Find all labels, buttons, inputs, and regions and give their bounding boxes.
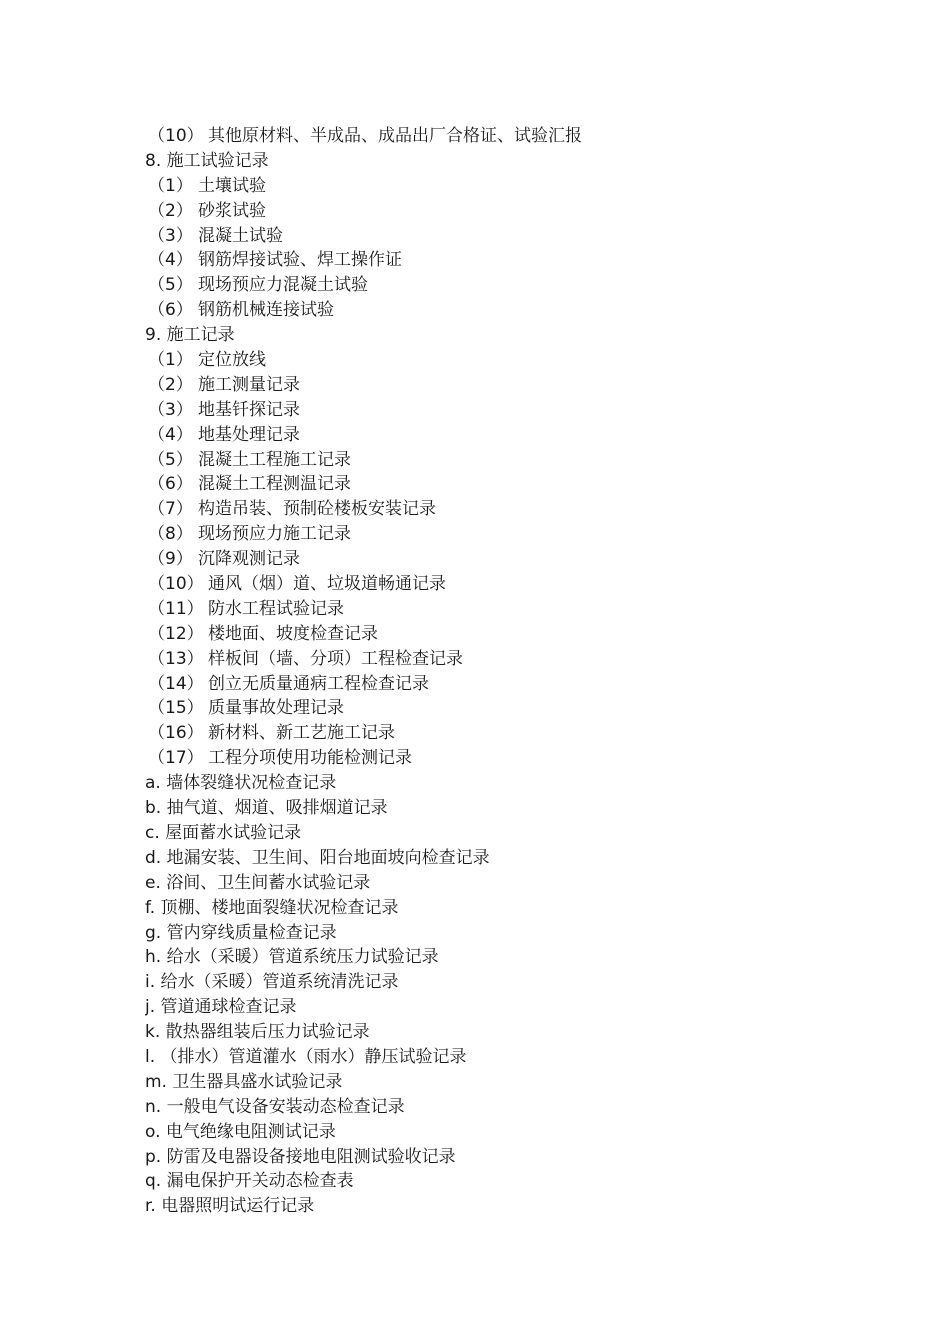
item-text: 样板间（墙、分项）工程检查记录 [208, 648, 463, 669]
item-text: b. 抽气道、烟道、吸排烟道记录 [145, 798, 388, 819]
item-text: 钢筋焊接试验、焊工操作证 [198, 250, 402, 271]
section-heading [145, 1120, 845, 1145]
section-heading [145, 896, 845, 921]
item-text: 构造吊装、预制砼楼板安装记录 [198, 499, 436, 520]
item-number: （2） [148, 200, 193, 221]
section-heading [145, 1194, 845, 1219]
section-heading [145, 149, 845, 174]
item-text: k. 散热器组装后压力试验记录 [145, 1022, 370, 1043]
item-text: 施工测量记录 [198, 374, 300, 395]
list-item [145, 373, 845, 398]
item-text: j. 管道通球检查记录 [145, 997, 297, 1018]
item-text: g. 管内穿线质量检查记录 [145, 922, 337, 943]
item-number: （4） [148, 424, 193, 445]
list-item [145, 248, 845, 273]
item-number: （7） [148, 499, 193, 520]
item-text: d. 地漏安装、卫生间、阳台地面坡向检查记录 [145, 847, 490, 868]
item-number: （3） [148, 225, 193, 246]
section-heading [145, 821, 845, 846]
list-item [145, 472, 845, 497]
list-item [145, 572, 845, 597]
item-text: 现场预应力混凝土试验 [198, 275, 368, 296]
item-text: f. 顶棚、楼地面裂缝状况检查记录 [145, 897, 399, 918]
list-item [145, 398, 845, 423]
item-text: 钢筋机械连接试验 [198, 300, 334, 321]
section-heading [145, 1070, 845, 1095]
item-number: （10） [148, 126, 204, 146]
item-text: 楼地面、坡度检查记录 [208, 623, 378, 644]
section-heading [145, 1095, 845, 1120]
section-heading [145, 970, 845, 995]
item-number: （6） [148, 474, 193, 495]
section-heading [145, 323, 845, 348]
list-item [145, 174, 845, 199]
section-heading [145, 796, 845, 821]
item-number: （1） [148, 350, 193, 371]
list-item [145, 273, 845, 298]
item-number: （5） [148, 275, 193, 296]
item-text: q. 漏电保护开关动态检查表 [145, 1171, 354, 1192]
list-item [145, 224, 845, 249]
list-item [145, 597, 845, 622]
item-text: 地基处理记录 [198, 424, 300, 445]
section-heading [145, 1045, 845, 1070]
item-text: 混凝土工程测温记录 [198, 474, 351, 495]
item-text: e. 浴间、卫生间蓄水试验记录 [145, 872, 371, 893]
record-list [145, 124, 845, 1219]
list-item [145, 721, 845, 746]
item-number: （8） [148, 524, 193, 545]
list-item [145, 672, 845, 697]
list-item [145, 423, 845, 448]
item-text: 8. 施工试验记录 [145, 150, 269, 171]
section-heading [145, 871, 845, 896]
item-text: 防水工程试验记录 [208, 598, 344, 619]
section-heading [145, 771, 845, 796]
item-number: （14） [148, 673, 204, 694]
list-item [145, 547, 845, 572]
item-text: o. 电气绝缘电阻测试记录 [145, 1121, 336, 1142]
list-item [145, 522, 845, 547]
item-text: 现场预应力施工记录 [198, 524, 351, 545]
list-item [145, 497, 845, 522]
item-number: （15） [148, 698, 204, 719]
item-number: （13） [148, 648, 204, 669]
item-text: 其他原材料、半成品、成品出厂合格证、试验汇报 [208, 126, 582, 146]
item-text: m. 卫生器具盛水试验记录 [145, 1071, 343, 1092]
item-text: i. 给水（采暖）管道系统清洗记录 [145, 972, 399, 993]
item-text: 土壤试验 [198, 175, 266, 196]
item-text: 混凝土试验 [198, 225, 283, 246]
section-heading [145, 846, 845, 871]
item-number: （11） [148, 598, 204, 619]
item-text: p. 防雷及电器设备接地电阻测试验收记录 [145, 1146, 456, 1167]
section-heading [145, 921, 845, 946]
section-heading [145, 1145, 845, 1170]
item-number: （12） [148, 623, 204, 644]
item-text: 创立无质量通病工程检查记录 [208, 673, 429, 694]
item-text: h. 给水（采暖）管道系统压力试验记录 [145, 947, 439, 968]
item-number: （6） [148, 300, 193, 321]
list-item [145, 199, 845, 224]
item-text: l. （排水）管道灌水（雨水）静压试验记录 [145, 1046, 467, 1067]
item-number: （3） [148, 399, 193, 420]
item-text: c. 屋面蓄水试验记录 [145, 822, 302, 843]
list-item [145, 622, 845, 647]
item-text: a. 墙体裂缝状况检查记录 [145, 773, 337, 794]
item-text: 9. 施工记录 [145, 325, 235, 346]
item-number: （16） [148, 723, 204, 744]
item-text: 新材料、新工艺施工记录 [208, 723, 395, 744]
item-text: 沉降观测记录 [198, 549, 300, 570]
item-text: 通风（烟）道、垃圾道畅通记录 [208, 574, 446, 595]
item-text: 混凝土工程施工记录 [198, 449, 351, 470]
list-item [145, 647, 845, 672]
list-item [145, 448, 845, 473]
list-item [145, 696, 845, 721]
item-number: （10） [148, 574, 204, 595]
list-item [145, 746, 845, 771]
item-text: 定位放线 [198, 350, 266, 371]
item-text: r. 电器照明试运行记录 [145, 1196, 315, 1217]
item-number: （9） [148, 549, 193, 570]
item-text: 工程分项使用功能检测记录 [208, 748, 412, 769]
section-heading [145, 945, 845, 970]
section-heading [145, 1169, 845, 1194]
list-item [145, 124, 845, 149]
item-text: 砂浆试验 [198, 200, 266, 221]
item-number: （5） [148, 449, 193, 470]
item-text: 质量事故处理记录 [208, 698, 344, 719]
item-number: （4） [148, 250, 193, 271]
section-heading [145, 1020, 845, 1045]
item-number: （17） [148, 748, 204, 769]
list-item [145, 298, 845, 323]
item-number: （2） [148, 374, 193, 395]
section-heading [145, 995, 845, 1020]
item-number: （1） [148, 175, 193, 196]
item-text: n. 一般电气设备安装动态检查记录 [145, 1096, 405, 1117]
list-item [145, 348, 845, 373]
item-text: 地基钎探记录 [198, 399, 300, 420]
